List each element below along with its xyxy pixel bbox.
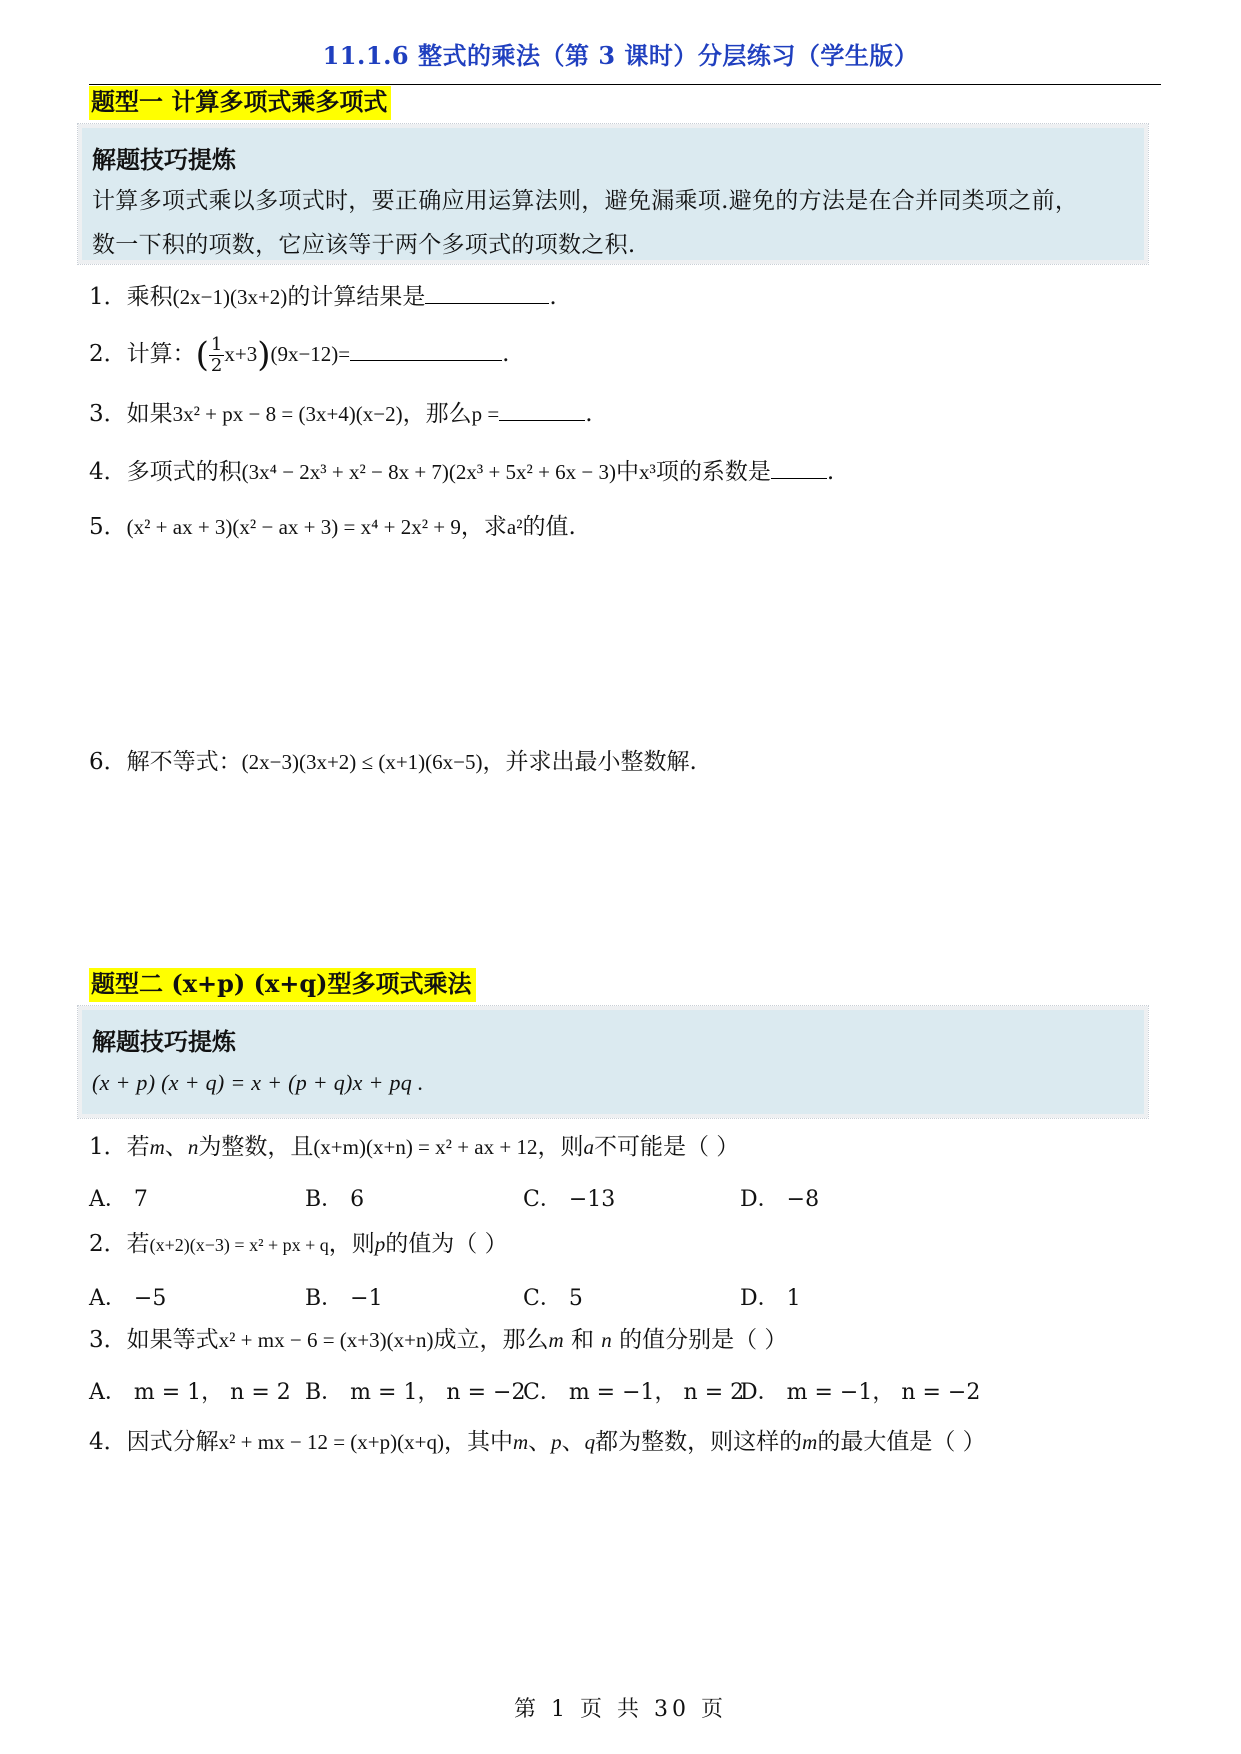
question-1: 1．乘积(2x−1)(3x+2)的计算结果是 .: [89, 281, 557, 312]
option-b: B． 6: [305, 1187, 365, 1212]
tip-title: 解题技巧提炼: [92, 145, 236, 174]
page-title: 11.1.6 整式的乘法（第 3 课时）分层练习（学生版）: [322, 41, 919, 70]
option-c: C． m = −1， n = 2: [523, 1380, 745, 1405]
option-d: D． m = −1， n = −2: [740, 1380, 981, 1405]
option-c: C． −13: [523, 1187, 616, 1212]
option-c: C． 5: [523, 1286, 583, 1311]
tip-title: 解题技巧提炼: [92, 1027, 236, 1056]
fraction: $\frac{1}{2}$: [210, 333, 223, 376]
page-footer: 第 1 页 共 30 页: [514, 1697, 727, 1722]
option-a: A． 7: [89, 1187, 148, 1212]
tip-box-2: [78, 1006, 1148, 1118]
question-3: 3．如果3x² + px − 8 = (3x+4)(x−2)，那么p = .: [89, 398, 593, 429]
option-d: D． −8: [740, 1187, 820, 1212]
question-4: 4．多项式的积(3x⁴ − 2x³ + x² − 8x + 7)(2x³ + 5x² + 6x − 3)中x³项的系数是 .: [89, 456, 834, 487]
answer-blank: [425, 281, 549, 304]
choice-question-4: 4．因式分解x² + mx − 12 = (x+p)(x+q)，其中m、p、q都为整数，则这样的m的最大值是（ ）: [89, 1429, 986, 1455]
answer-blank: [771, 456, 827, 479]
tip-text-line: 数一下积的项数，它应该等于两个多项式的项数之积.: [92, 232, 636, 258]
option-a: A． m = 1， n = 2: [89, 1380, 291, 1405]
question-6: 6．解不等式：(2x−3)(3x+2) ≤ (x+1)(6x−5)，并求出最小整数解.: [89, 749, 697, 775]
choice-question-1: 1．若m、n为整数，且(x+m)(x+n) = x² + ax + 12，则a不可能是（ ）: [89, 1134, 740, 1160]
section-heading-2: 题型二 (x+p) (x+q)型多项式乘法: [89, 968, 476, 1002]
tip-formula: (x + p) (x + q) = x + (p + q)x + pq .: [92, 1070, 424, 1095]
choice-question-3: 3．如果等式x² + mx − 6 = (x+3)(x+n)成立，那么m 和 n 的值分别是（ ）: [89, 1327, 788, 1353]
section-heading-1: 题型一 计算多项式乘多项式: [89, 86, 391, 120]
answer-blank: [499, 398, 585, 421]
header-divider: [89, 84, 1161, 85]
option-a: A． −5: [89, 1286, 167, 1311]
choice-question-2: 2．若(x+2)(x−3) = x² + px + q，则p的值为（ ）: [89, 1231, 508, 1257]
question-5: 5．(x² + ax + 3)(x² − ax + 3) = x⁴ + 2x² + 9，求a²的值.: [89, 514, 576, 540]
option-b: B． m = 1， n = −2: [305, 1380, 526, 1405]
option-d: D． 1: [740, 1286, 801, 1311]
tip-text-line: 计算多项式乘以多项式时，要正确应用运算法则，避免漏乘项.避免的方法是在合并同类项之前，: [92, 188, 1079, 214]
question-2: 2．计算：( $\frac{1}{2}$ x+3)(9x−12)= .: [89, 333, 510, 376]
answer-blank: [350, 338, 502, 361]
option-b: B． −1: [305, 1286, 383, 1311]
tip-box-1: [78, 124, 1148, 264]
